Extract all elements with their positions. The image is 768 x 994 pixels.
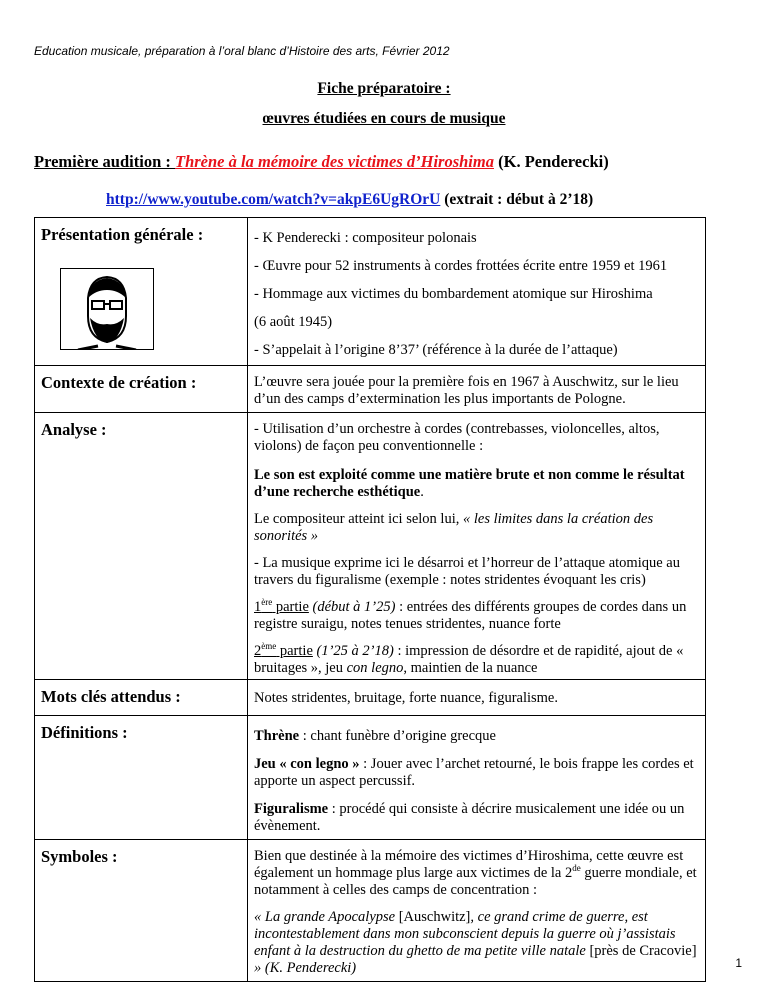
label-definitions: Définitions : (41, 723, 128, 742)
row-symboles (35, 840, 706, 982)
page-number: 1 (735, 956, 742, 970)
text-fragment: : entrées des différents groupes de cordes dans un registre suraigu, notes tenues stridentes, nuance forte (254, 599, 687, 632)
content-motscles: Notes stridentes, bruitage, forte nuance, figuralisme. (254, 690, 558, 706)
text-line (248, 459, 705, 505)
definition-item (248, 794, 705, 839)
quote-fragment: » (K. Penderecki) (254, 960, 357, 976)
content-analyse (248, 413, 706, 680)
label-symboles: Symboles : (41, 847, 118, 866)
part-word: partie (272, 599, 309, 615)
text-fragment: Le compositeur atteint ici selon lui, (254, 511, 463, 527)
definition-item (248, 749, 705, 794)
row-contexte (35, 366, 706, 413)
quote (248, 903, 705, 981)
superscript: de (572, 863, 581, 874)
text-line: (6 août 1945) (254, 314, 333, 330)
time-range: (début à 1’25) (308, 599, 396, 615)
composer-name: (K. Penderecki) (493, 152, 609, 171)
label-presentation: Présentation générale : (41, 225, 204, 244)
definition-text: : procédé qui consiste à décrire musicalement une idée ou un évènement. (254, 801, 685, 834)
text-line (248, 505, 705, 549)
work-title: Thrène à la mémoire des victimes d’Hiroshima (175, 152, 494, 171)
row-analyse (35, 413, 706, 680)
superscript: ème (261, 641, 277, 652)
quote-fragment: [près de Cracovie] (589, 943, 697, 959)
text-fragment: : impression de désordre et de rapidité, ajout de « bruitages », jeu (254, 643, 684, 676)
text-line (248, 637, 705, 679)
italic-term: con legno (346, 660, 404, 676)
audition-heading (34, 152, 609, 172)
row-definitions (35, 716, 706, 840)
italic-quote: « les limites dans la création des sonorités » (254, 511, 654, 544)
quote-fragment: [Auschwitz] (398, 909, 471, 925)
definition-term: Thrène (254, 728, 300, 744)
definition-term: Figuralisme (254, 801, 329, 817)
page-title: Fiche préparatoire : (317, 80, 451, 97)
audition-label: Première audition : (34, 152, 175, 171)
extract-note: (extrait : début à 2’18) (440, 191, 594, 208)
definition-text: : chant funèbre d’origine grecque (299, 728, 496, 744)
text-fragment: Bien que destinée à la mémoire des victimes d’Hiroshima, cette œuvre est également un hommage plus large aux victimes de la 2 (254, 848, 684, 881)
text-line (248, 593, 705, 637)
part-number: 1 (254, 599, 262, 615)
definition-term: Jeu « con legno » (254, 756, 360, 772)
label-motscles: Mots clés attendus : (41, 687, 181, 706)
definition-item (248, 716, 705, 749)
text-line (248, 840, 705, 903)
text-line: - La musique exprime ici le désarroi et l’horreur de l’attaque atomique au travers du figuralisme (exemple : notes stridentes évoquant les cris) (254, 555, 680, 588)
page-subtitle: œuvres étudiées en cours de musique (262, 110, 506, 127)
text-line: - K Penderecki : compositeur polonais (254, 230, 477, 246)
time-range: (1’25 à 2’18) (312, 643, 394, 659)
label-contexte: Contexte de création : (41, 373, 197, 392)
content-contexte: L’œuvre sera jouée pour la première fois en 1967 à Auschwitz, sur le lieu d’un des camps d’extermination les plus importants de Pologne. (254, 374, 679, 407)
content-presentation (248, 218, 706, 366)
composer-portrait (60, 268, 154, 350)
content-definitions (248, 716, 706, 840)
text-line: - Utilisation d’un orchestre à cordes (contrebasses, violoncelles, altos, violons) de façon peu conventionnelle : (254, 421, 660, 454)
page-header: Education musicale, préparation à l’oral blanc d’Histoire des arts, Février 2012 (34, 44, 450, 58)
youtube-link[interactable]: http://www.youtube.com/watch?v=akpE6UgROrU (106, 191, 441, 208)
content-symboles (248, 840, 706, 982)
video-link-line (106, 191, 593, 209)
definition-text: : Jouer avec l’archet retourné, le bois frappe les cordes et apporte un aspect percussif. (254, 756, 694, 789)
text-line: - Œuvre pour 52 instruments à cordes frottées écrite entre 1959 et 1961 (254, 258, 668, 274)
quote-fragment: « La grande Apocalypse (254, 909, 399, 925)
quote-fragment: , ce grand crime de guerre, est incontestablement dans mon subconscient depuis la guerre où j’assistais enfant à la destruction du ghetto de ma petite ville natale (254, 909, 676, 959)
part-word: partie (276, 643, 313, 659)
label-analyse: Analyse : (41, 420, 107, 439)
text-fragment: , maintien de la nuance (403, 660, 538, 676)
text-line: - S’appelait à l’origine 8’37’ (référence à la durée de l’attaque) (254, 342, 618, 358)
part-number: 2 (254, 643, 262, 659)
text-line: - Hommage aux victimes du bombardement atomique sur Hiroshima (254, 286, 653, 302)
text-fragment: . (420, 484, 424, 500)
superscript: ère (261, 597, 273, 608)
bold-text: Le son est exploité comme une matière brute et non comme le résultat d’une recherche esthétique (254, 467, 685, 500)
row-motscles (35, 680, 706, 716)
text-fragment: guerre mondiale, et notamment à celles des camps de concentration : (254, 865, 697, 898)
